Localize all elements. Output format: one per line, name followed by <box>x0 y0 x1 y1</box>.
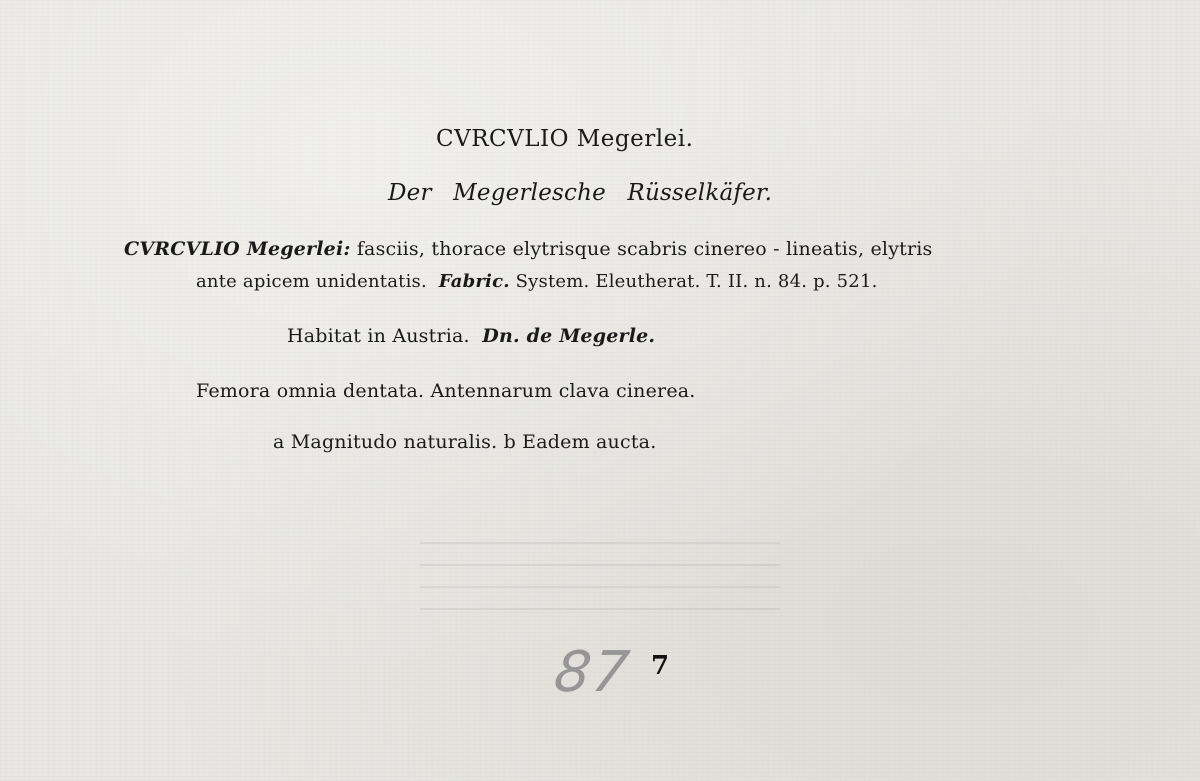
description-text: fasciis, thorace elytrisque scabris cinereo - lineatis, elytris <box>356 238 933 260</box>
habitat-text: Habitat in Austria. <box>287 325 470 347</box>
femora-line: Femora omnia dentata. Antennarum clava cinerea. <box>196 380 696 402</box>
page-number: 7 <box>651 651 670 681</box>
plate-subtitle: Der Megerlesche Rüsselkäfer. <box>388 180 773 206</box>
description-line-1 <box>124 238 933 260</box>
reference-author: Fabric. <box>438 271 510 292</box>
description-text-cont: ante apicem unidentatis. <box>196 271 427 292</box>
magnitudo-line: a Magnitudo naturalis. b Eadem aucta. <box>273 431 657 453</box>
species-name: CVRCVLIO Megerlei: <box>124 238 351 260</box>
pencil-annotation: 87 <box>550 640 635 705</box>
description-line-2 <box>196 271 878 292</box>
show-through-text <box>420 540 780 610</box>
habitat-line <box>287 325 655 347</box>
reference-citation: System. Eleutherat. T. II. n. 84. p. 521. <box>515 271 878 292</box>
plate-title: CVRCVLIO Megerlei. <box>436 126 694 152</box>
habitat-source: Dn. de Megerle. <box>482 325 656 347</box>
